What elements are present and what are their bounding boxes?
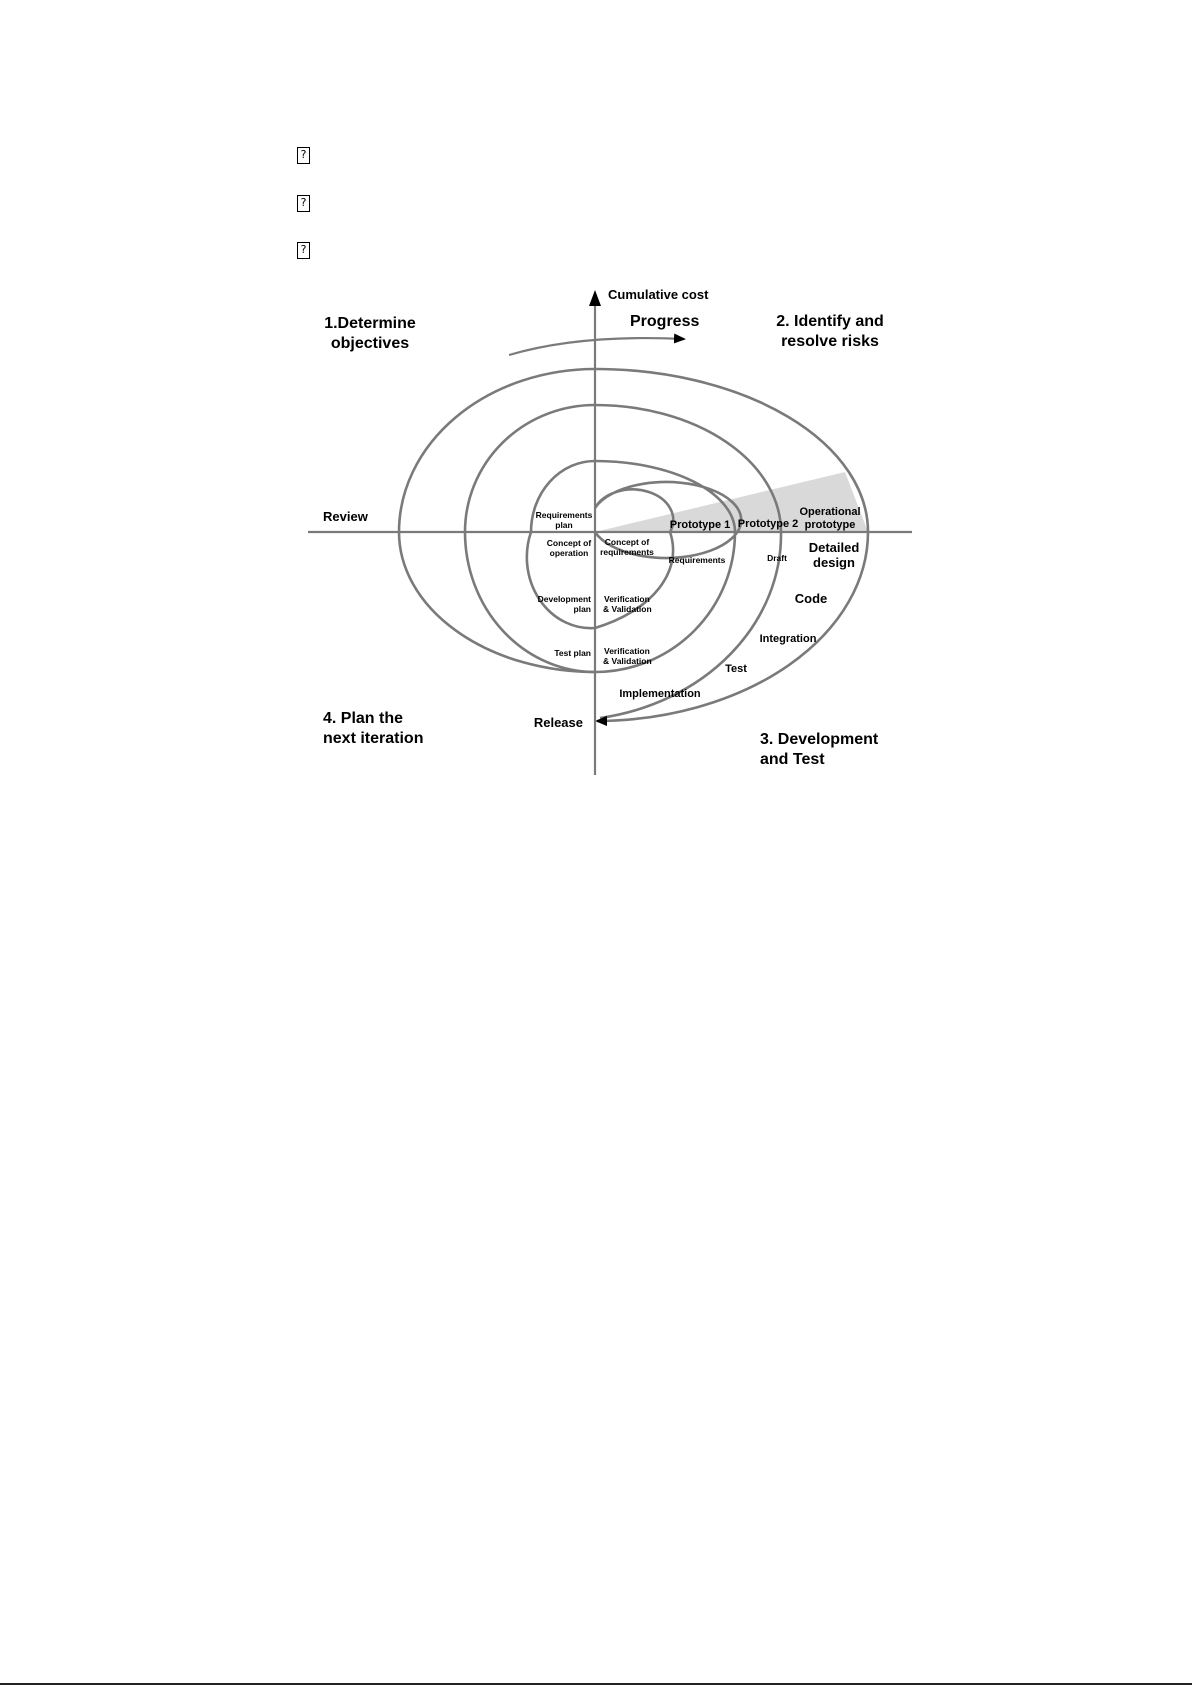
verification-validation-1-line2: & Validation xyxy=(603,604,652,614)
concept-of-operation-label-line2: operation xyxy=(549,548,589,558)
quadrant-1-title-line2: objectives xyxy=(330,335,410,352)
quadrant-3-title-line1: 3. Development xyxy=(760,731,879,748)
review-label: Review xyxy=(323,509,368,524)
verification-validation-2-line2: & Validation xyxy=(603,656,652,666)
concept-of-requirements-label-line1: Concept of xyxy=(604,537,650,547)
quadrant-2-title-line1: 2. Identify and xyxy=(776,313,884,330)
spiral-loop-1 xyxy=(527,461,741,672)
implementation-label: Implementation xyxy=(619,688,701,700)
missing-glyph-icon-3: ? xyxy=(297,242,310,259)
development-plan-label-line1: Development xyxy=(537,594,591,604)
prototype-2-label: Prototype 2 xyxy=(737,518,799,530)
verification-validation-2-line1: Verification xyxy=(604,646,650,656)
release-label: Release xyxy=(533,715,583,730)
missing-glyph-icon-2: ? xyxy=(297,195,310,212)
prototype-1-label: Prototype 1 xyxy=(669,519,731,531)
quadrant-4-title-line1: 4. Plan the xyxy=(323,710,404,727)
concept-of-requirements-label-line2: requirements xyxy=(600,547,654,557)
operational-prototype-label-line2: prototype xyxy=(804,519,856,531)
requirements-plan-label-line1: Requirements xyxy=(535,510,593,520)
draft-label: Draft xyxy=(767,553,787,563)
quadrant-2-title-line2: resolve risks xyxy=(781,333,879,350)
concept-of-operation-label-line1: Concept of xyxy=(546,538,592,548)
quadrant-4-title-line2: next iteration xyxy=(323,730,424,747)
axis-arrow-icon xyxy=(589,290,601,306)
development-plan-label-line2: plan xyxy=(573,604,591,614)
code-label: Code xyxy=(794,591,828,606)
test-label: Test xyxy=(725,663,747,675)
integration-label: Integration xyxy=(759,633,817,645)
requirements-plan-label-line2: plan xyxy=(555,520,573,530)
verification-validation-1-line1: Verification xyxy=(604,594,650,604)
operational-prototype-label-line1: Operational xyxy=(799,506,861,518)
detailed-design-label-line2: design xyxy=(813,555,855,570)
quadrant-3-title-line2: and Test xyxy=(760,751,825,768)
missing-glyph-icon-1: ? xyxy=(297,147,310,164)
detailed-design-label-line1: Detailed xyxy=(808,540,860,555)
requirements-label: Requirements xyxy=(668,555,726,565)
progress-label: Progress xyxy=(630,313,700,330)
axis-label: Cumulative cost xyxy=(608,287,709,302)
progress-arrow xyxy=(509,338,684,355)
quadrant-1-title-line1: 1.Determine xyxy=(324,315,416,332)
test-plan-label: Test plan xyxy=(554,648,591,658)
